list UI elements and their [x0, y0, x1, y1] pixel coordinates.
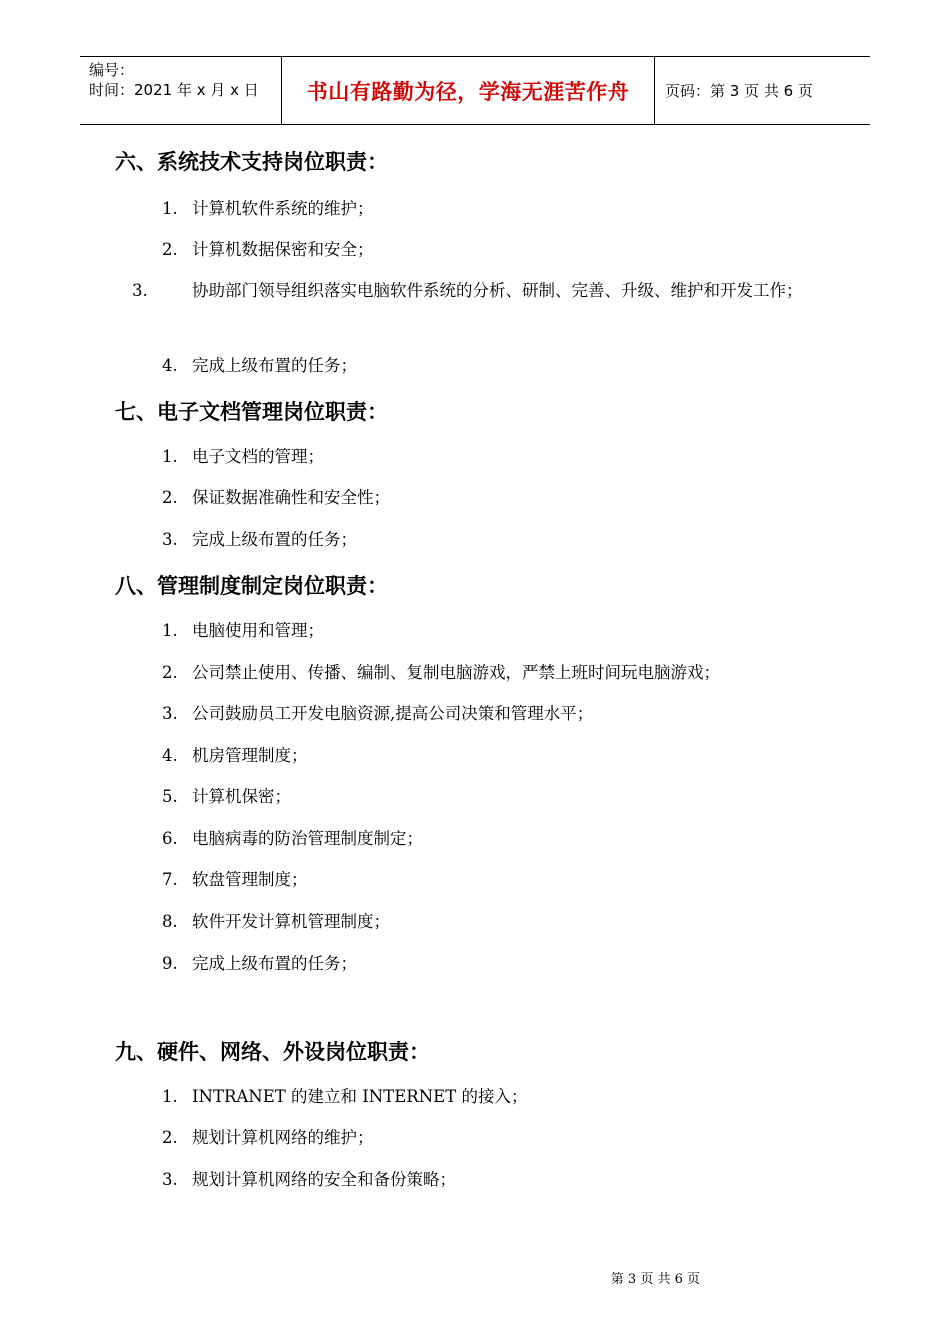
list-item: 3. 协助部门领导组织落实电脑软件系统的分析、研制、完善、升级、维护和开发工作； — [132, 281, 803, 300]
list-item: 6. 电脑病毒的防治管理制度制定； — [162, 829, 423, 848]
section-title-6: 六、系统技术支持岗位职责： — [115, 150, 388, 174]
list-item: 1. INTRANET 的建立和 INTERNET 的接入； — [162, 1087, 528, 1106]
list-item: 2. 规划计算机网络的维护； — [162, 1128, 374, 1147]
section-title-7: 七、电子文档管理岗位职责： — [115, 400, 388, 424]
list-item: 2. 保证数据准确性和安全性； — [162, 488, 390, 507]
document-time: 时间：2021 年 x 月 x 日 — [89, 81, 259, 99]
list-item: 5. 计算机保密； — [162, 787, 291, 806]
header-meta — [80, 57, 282, 124]
list-item: 2. 计算机数据保密和安全； — [162, 240, 374, 259]
list-item: 3. 规划计算机网络的安全和备份策略； — [162, 1170, 456, 1189]
header-motto: 书山有路勤为径，学海无涯苦作舟 — [282, 57, 655, 124]
header-page-info: 页码：第 3 页 共 6 页 — [665, 82, 813, 100]
section-title-8: 八、管理制度制定岗位职责： — [115, 574, 388, 598]
document-number-label: 编号： — [89, 61, 135, 79]
list-item: 3. 公司鼓励员工开发电脑资源,提高公司决策和管理水平； — [162, 704, 594, 723]
list-item: 4. 完成上级布置的任务； — [162, 356, 357, 375]
list-item: 7. 软盘管理制度； — [162, 870, 308, 889]
list-item: 1. 计算机软件系统的维护； — [162, 199, 374, 218]
list-item: 4. 机房管理制度； — [162, 746, 308, 765]
list-item: 1. 电子文档的管理； — [162, 447, 324, 466]
list-item: 1. 电脑使用和管理； — [162, 621, 324, 640]
list-item: 9. 完成上级布置的任务； — [162, 954, 357, 973]
list-item: 8. 软件开发计算机管理制度； — [162, 912, 390, 931]
list-item: 2. 公司禁止使用、传播、编制、复制电脑游戏，严禁上班时间玩电脑游戏； — [162, 663, 720, 682]
list-item: 3. 完成上级布置的任务； — [162, 530, 357, 549]
page-footer: 第 3 页 共 6 页 — [610, 1272, 700, 1287]
section-title-9: 九、硬件、网络、外设岗位职责： — [115, 1040, 430, 1064]
page-header — [80, 56, 870, 125]
